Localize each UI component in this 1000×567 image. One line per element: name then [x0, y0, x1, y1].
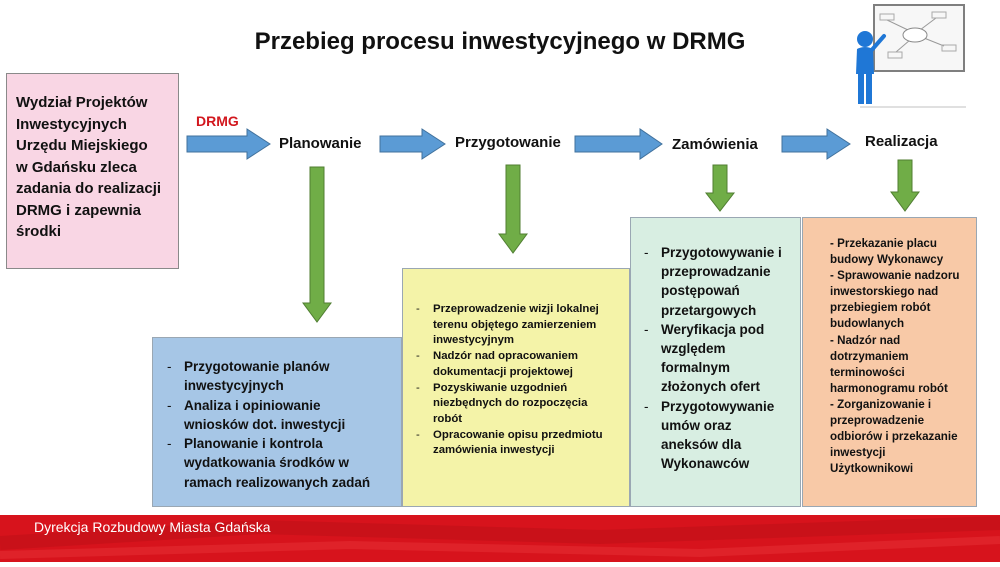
box-line: - Zorganizowanie i: [830, 397, 932, 411]
arrow-right-3: [575, 129, 662, 159]
item-line: ramach realizowanych zadań: [184, 474, 371, 490]
list-item: - Opracowanie opisu przedmiotu zamówienia inwestycji: [433, 428, 623, 459]
item-line: inwestycyjnych: [184, 378, 284, 394]
box-line: - Sprawowanie nadzoru: [830, 269, 960, 283]
box-line: przeprowadzenie: [830, 414, 925, 428]
item-line: przeprowadzanie: [661, 264, 771, 280]
box-line: - Nadzór nad: [830, 333, 901, 347]
page-title: Przebieg procesu inwestycyjnego w DRMG: [254, 28, 746, 55]
item-line: Przygotowywanie i: [661, 245, 782, 260]
item-line: Opracowanie opisu przedmiotu: [433, 428, 603, 441]
box-line: terminowości: [830, 365, 905, 379]
planowanie-tasks-box: [152, 337, 402, 507]
source-line: zadania do realizacji: [16, 180, 162, 197]
box-line: budowy Wykonawcy: [830, 253, 944, 267]
arrow-down-2: [499, 165, 527, 253]
stage-planowanie: Planowanie: [279, 135, 362, 152]
item-line: Przygotowanie planów: [184, 359, 330, 374]
item-line: umów oraz: [661, 417, 732, 433]
item-line: niezbędnych do rozpoczęcia: [433, 397, 588, 410]
list-item: - Przeprowadzenie wizji lokalnej terenu objętego zamierzeniem inwestycyjnym: [433, 302, 623, 349]
item-line: robót: [433, 412, 463, 425]
box-line: - Przekazanie placu: [830, 237, 937, 250]
list-item: - Przygotowanie planów inwestycyjnych: [184, 357, 393, 396]
item-line: terenu objętego zamierzeniem: [433, 318, 597, 331]
drmg-label: DRMG: [196, 113, 239, 129]
source-line: w Gdańsku zleca: [16, 158, 137, 176]
item-line: Nadzór nad opracowaniem: [433, 350, 578, 363]
item-line: Weryfikacja pod: [661, 321, 765, 337]
source-line: Urzędu Miejskiego: [16, 137, 148, 154]
box-line: inwestorskiego nad: [830, 285, 939, 299]
list-item: - Planowanie i kontrola wydatkowania środków w ramach realizowanych zadań: [184, 434, 393, 492]
item-line: aneksów dla: [661, 437, 742, 453]
item-line: Analiza i opiniowanie: [184, 397, 321, 413]
source-line: DRMG i zapewnia: [16, 201, 142, 219]
list-item: - Pozyskiwanie uzgodnień niezbędnych do rozpoczęcia robót: [433, 381, 623, 428]
item-line: Przygotowywanie: [661, 398, 775, 414]
item-line: inwestycyjnym: [433, 334, 515, 347]
item-line: Wykonawców: [661, 456, 750, 472]
realizacja-tasks-box: [802, 217, 977, 507]
list-item: - Analiza i opiniowanie wniosków dot. inwestycji: [184, 396, 393, 435]
item-line: wydatkowania środków w: [184, 455, 350, 471]
list-item: - Nadzór nad opracowaniem dokumentacji projektowej: [433, 349, 623, 380]
source-line: Wydział Projektów: [16, 94, 148, 111]
arrow-right-2: [380, 129, 445, 159]
przygotowanie-tasks-box: [402, 268, 630, 507]
list-item: - Weryfikacja pod względem formalnym złożonych ofert: [661, 320, 796, 397]
arrow-right-1: [187, 129, 270, 159]
box-line: budowlanych: [830, 317, 905, 331]
list-item: - Przygotowywanie i przeprowadzanie postępowań przetargowych: [661, 243, 796, 320]
arrow-right-4: [782, 129, 850, 159]
zamowienia-tasks-box: [630, 217, 801, 507]
box-line: przebiegiem robót: [830, 301, 931, 315]
item-line: Przeprowadzenie wizji lokalnej: [433, 303, 599, 315]
item-line: dokumentacji projektowej: [433, 365, 573, 378]
list-item: - Przygotowywanie umów oraz aneksów dla Wykonawców: [661, 397, 796, 474]
source-line: Inwestycyjnych: [16, 115, 127, 133]
stage-realizacja: Realizacja: [865, 133, 938, 150]
box-line: harmonogramu robót: [830, 381, 948, 395]
arrow-down-1: [303, 167, 331, 322]
footer-text: Dyrekcja Rozbudowy Miasta Gdańska: [34, 519, 271, 535]
presenter-figure-whiteboard-icon: [848, 2, 966, 110]
source-line: środki: [16, 223, 62, 240]
item-line: formalnym: [661, 360, 731, 376]
box-line: dotrzymaniem: [830, 349, 909, 363]
arrow-down-4: [891, 160, 919, 211]
item-line: złożonych ofert: [661, 379, 761, 395]
stage-zamowienia: Zamówienia: [672, 136, 758, 153]
item-line: Planowanie i kontrola: [184, 436, 323, 452]
stage-przygotowanie: Przygotowanie: [455, 134, 561, 151]
box-line: inwestycji: [830, 446, 886, 460]
item-line: postępowań: [661, 283, 740, 299]
box-line: odbiorów i przekazanie: [830, 430, 958, 444]
arrow-down-3: [706, 165, 734, 211]
item-line: zamówienia inwestycji: [433, 444, 555, 457]
box-line: Użytkownikowi: [830, 462, 914, 476]
item-line: przetargowych: [661, 302, 757, 318]
item-line: Pozyskiwanie uzgodnień: [433, 381, 568, 394]
item-line: wniosków dot. inwestycji: [184, 416, 346, 432]
item-line: względem: [661, 341, 726, 357]
